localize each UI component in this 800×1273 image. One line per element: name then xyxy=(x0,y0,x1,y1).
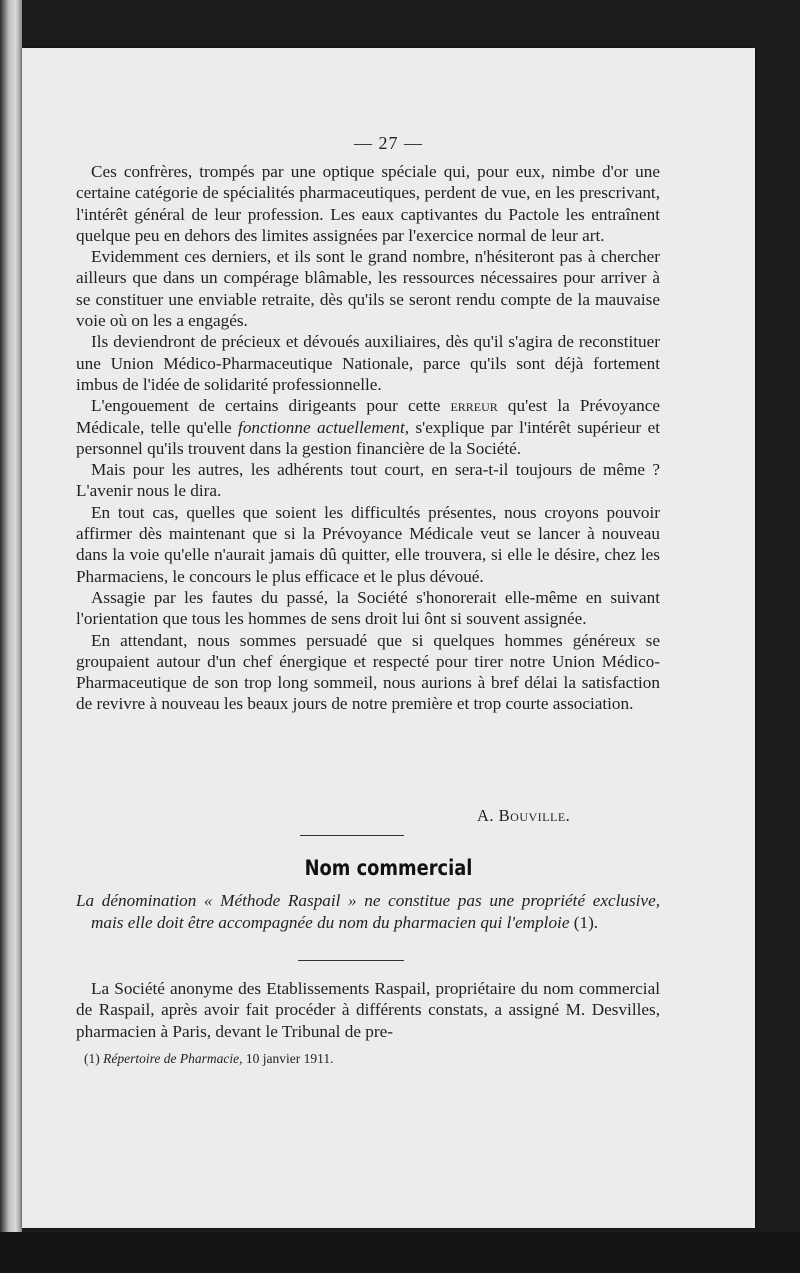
article-2-body xyxy=(76,978,660,1042)
book-binding xyxy=(0,0,22,1273)
paragraph-4 xyxy=(76,395,660,459)
section-divider xyxy=(300,835,404,836)
case-summary xyxy=(76,890,660,933)
paragraph-4-part-a: L'engouement de certains dirigeants pour cette xyxy=(91,396,451,416)
emphasis-erreur: erreur xyxy=(450,396,498,416)
paragraph-2: Evidemment ces derniers, et ils sont le grand nombre, n'hésiteront pas à chercher ailleurs que dans un compérage blâmable, les ressources nécessaires pour arriver à se constituer une enviable retraite, dès qu'ils se seront rendu compte de la mauvaise voie où on les a engagés. xyxy=(76,247,660,331)
summary-divider xyxy=(298,960,404,961)
paragraph-7: Assagie par les fautes du passé, la Société s'honorerait elle-même en suivant l'orientation que tous les hommes de sens droit lui ônt si souvent assignée. xyxy=(76,587,660,629)
emphasis-fonctionne: fonctionne actuellement xyxy=(238,417,405,437)
footnote xyxy=(84,1051,333,1067)
page-number: — 27 — xyxy=(354,133,423,153)
paragraph-8: En attendant, nous sommes persuadé que si quelques hommes généreux se groupaient autour d'un chef énergique et respecté pour tirer notre Union Médico-Pharmaceutique de son trop long sommeil, nous aurions à bref délai la satisfaction de revivre à nouveau les beaux jours de notre première et trop courte association. xyxy=(76,630,660,714)
summary-footnote-ref: (1). xyxy=(569,912,599,932)
paragraph-5: Mais pour les autres, les adhérents tout court, en sera-t-il toujours de même ? L'avenir nous le dira. xyxy=(76,460,660,501)
paragraph-4-part-b: qu'est la Prévoyance Médicale, telle qu'elle xyxy=(76,396,661,437)
summary-text: La dénomination « Méthode Raspail » ne constitue pas une propriété exclusive, mais elle doit être accompagnée du nom du pharmacien qui l'emploie xyxy=(76,891,660,932)
paragraph-1: Ces confrères, trompés par une optique spéciale qui, pour eux, nimbe d'or une certaine catégorie de spécialités pharmaceutiques, perdent de vue, en les prescrivant, l'intérêt général de leur profession. Les eaux captivantes du Pactole les entraînent quelque peu en dehors des limites assignées par l'exercice normal de leur art. xyxy=(76,162,660,245)
paragraph-4-part-c: , s'explique par l'intérêt supérieur et personnel qu'ils trouvent dans la gestion financière de la Société. xyxy=(76,417,660,458)
footnote-date: 10 janvier 1911. xyxy=(242,1051,334,1066)
paragraph-3: Ils deviendront de précieux et dévoués auxiliaires, dès qu'il s'agira de reconstituer une Union Médico-Pharmaceutique Nationale, parce qu'ils sont déjà fortement imbus de l'idée de solidarité professionnelle. xyxy=(76,332,660,394)
document-page xyxy=(22,48,755,1228)
section-title: Nom commercial xyxy=(304,856,473,880)
footnote-source: Répertoire de Pharmacie, xyxy=(103,1051,243,1066)
article-body xyxy=(76,161,660,715)
paragraph-6: En tout cas, quelles que soient les difficultés présentes, nous croyons pouvoir affirmer dès maintenant que si la Prévoyance Médicale veut se lancer à nouveau dans la voie qu'elle n'aurait jamais dû quitter, elle trouvera, si elle le désire, chez les Pharmaciens, le concours le plus efficace et le plus dévoué. xyxy=(76,502,660,586)
signature-initial: A. xyxy=(477,806,499,825)
footnote-mark: (1) xyxy=(84,1051,104,1066)
signature-name: Bouville. xyxy=(498,806,571,825)
scan-background xyxy=(0,1232,800,1273)
signature xyxy=(477,806,570,826)
article-2-paragraph: La Société anonyme des Etablissements Raspail, propriétaire du nom commercial de Raspail, après avoir fait procéder à différents constats, a assigné M. Desvilles, pharmacien à Paris, devant le Tribunal de pre- xyxy=(76,979,660,1041)
